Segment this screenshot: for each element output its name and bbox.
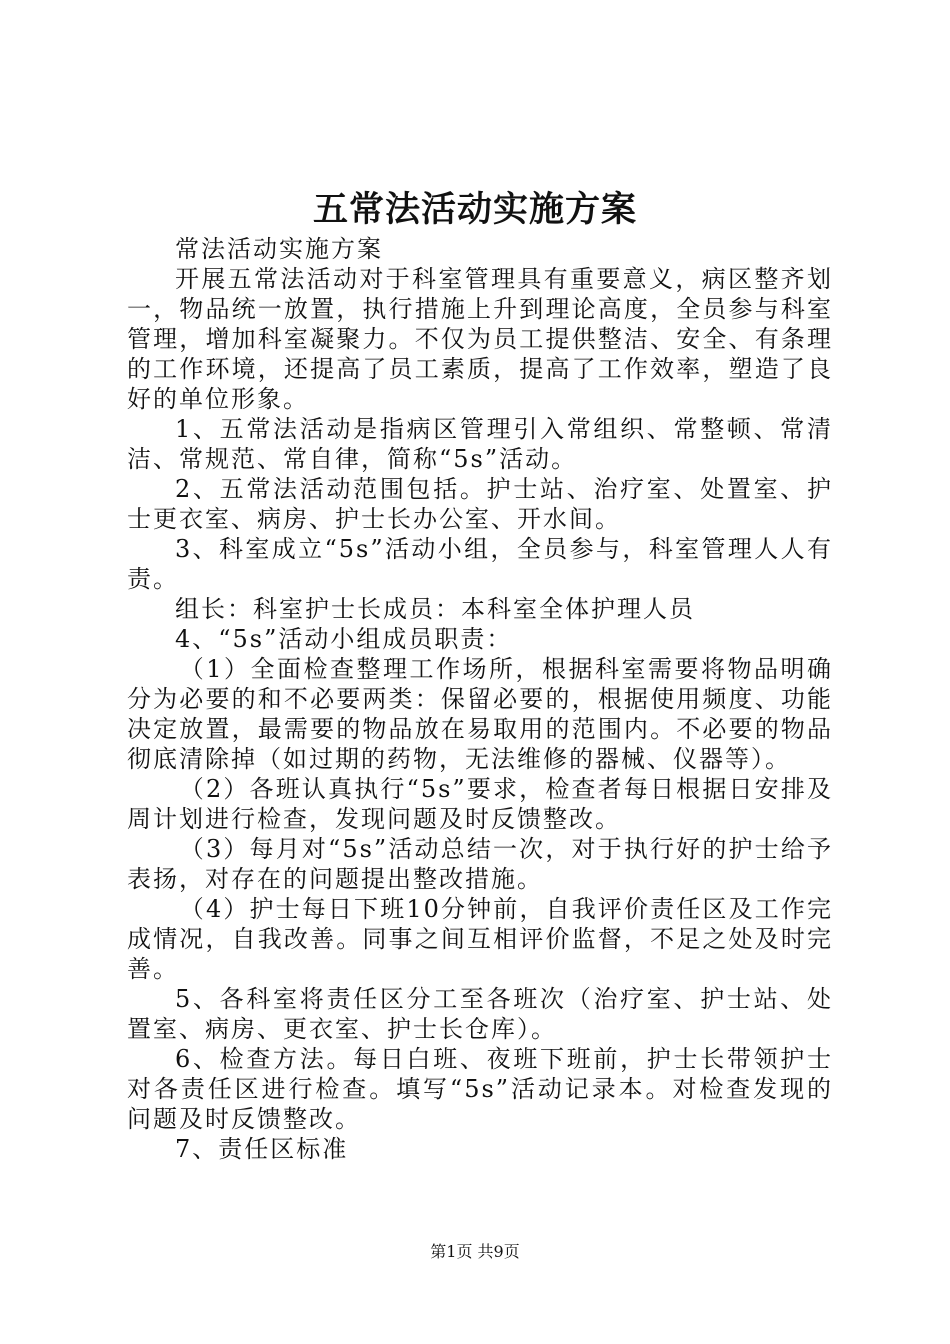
paragraph: （2）各班认真执行“5s”要求，检查者每日根据日安排及周计划进行检查，发现问题及时反馈整改。: [127, 775, 833, 833]
page-number-footer: 第1页 共9页: [430, 1242, 520, 1261]
document-title: 五常法活动实施方案: [312, 189, 637, 230]
document-body: [127, 234, 833, 1164]
paragraph: （3）每月对“5s”活动总结一次，对于执行好的护士给予表扬，对存在的问题提出整改措施。: [127, 835, 833, 893]
paragraph: 6、检查方法。每日白班、夜班下班前，护士长带领护士对各责任区进行检查。填写“5s”活动记录本。对检查发现的问题及时反馈整改。: [127, 1045, 833, 1133]
paragraph: （1）全面检查整理工作场所，根据科室需要将物品明确分为必要的和不必要两类：保留必要的，根据使用频度、功能决定放置，最需要的物品放在易取用的范围内。不必要的物品彻底清除掉（如过期的药物，无法维修的器械、仪器等）。: [127, 655, 833, 773]
paragraph: 7、责任区标准: [175, 1135, 349, 1163]
paragraph: 1、五常法活动是指病区管理引入常组织、常整顿、常清洁、常规范、常自律，简称“5s”活动。: [127, 415, 833, 473]
paragraph: 2、五常法活动范围包括。护士站、治疗室、处置室、护士更衣室、病房、护士长办公室、开水间。: [127, 475, 833, 533]
paragraph: 3、科室成立“5s”活动小组，全员参与，科室管理人人有责。: [127, 535, 833, 593]
paragraph: 组长：科室护士长成员：本科室全体护理人员: [175, 595, 695, 623]
paragraph: 开展五常法活动对于科室管理具有重要意义，病区整齐划一，物品统一放置，执行措施上升到理论高度，全员参与科室管理，增加科室凝聚力。不仅为员工提供整洁、安全、有条理的工作环境，还提高了员工素质，提高了工作效率，塑造了良好的单位形象。: [127, 265, 833, 413]
paragraph: 常法活动实施方案: [175, 235, 383, 263]
paragraph: （4）护士每日下班10分钟前，自我评价责任区及工作完成情况，自我改善。同事之间互相评价监督，不足之处及时完善。: [127, 895, 833, 983]
paragraph: 5、各科室将责任区分工至各班次（治疗室、护士站、处置室、病房、更衣室、护士长仓库）。: [127, 985, 833, 1043]
paragraph: 4、“5s”活动小组成员职责：: [175, 625, 513, 653]
